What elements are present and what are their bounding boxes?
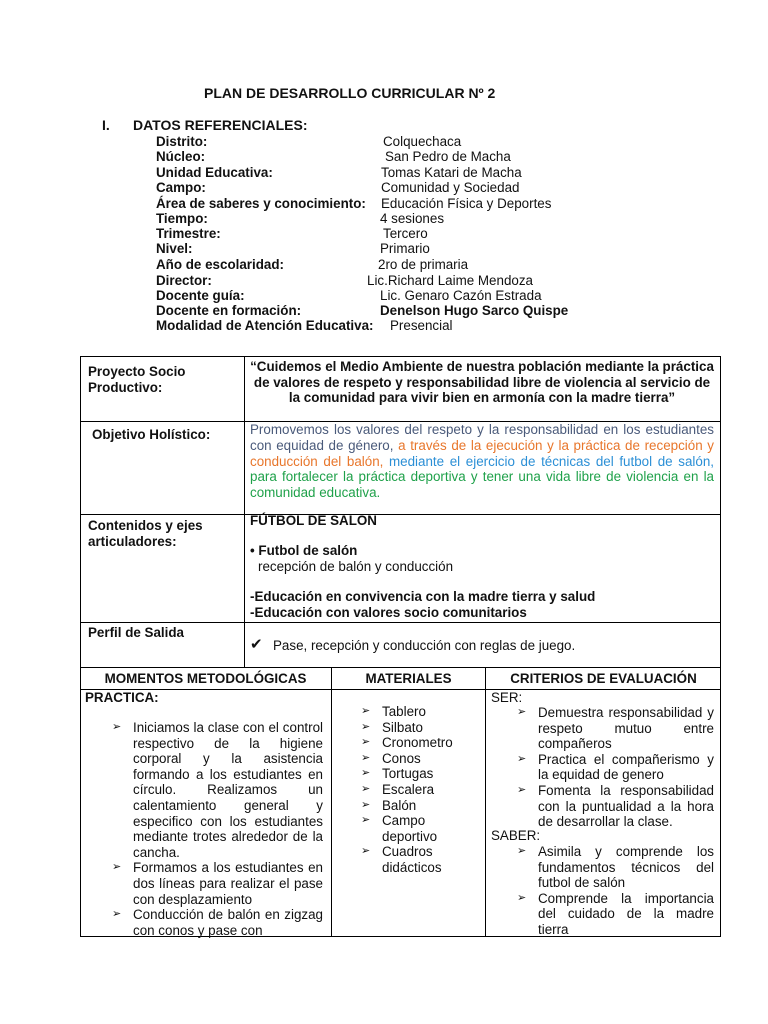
column-divider <box>331 667 332 937</box>
arrow-bullet-icon: ➢ <box>112 861 122 874</box>
practica-list <box>110 720 323 938</box>
objetivo-part-saber: mediante el ejercicio de técnicas del futbol de salón, <box>383 453 714 469</box>
list-item-text: Demuestra responsabilidad y respeto mutuo entre compañeros <box>538 705 714 752</box>
row-divider <box>80 622 721 623</box>
list-item <box>110 860 323 907</box>
ref-row-anio <box>0 257 768 273</box>
ref-label: Campo: <box>156 180 206 195</box>
header-materiales: MATERIALES <box>365 671 452 686</box>
arrow-bullet-icon: ➢ <box>361 705 371 717</box>
ref-label: Docente en formación: <box>156 303 302 318</box>
ref-row-area <box>0 196 768 212</box>
materiales-list <box>359 704 479 876</box>
arrow-bullet-icon: ➢ <box>112 908 122 921</box>
ref-row-distrito <box>0 134 768 150</box>
list-item-text: Formamos a los estudiantes en dos líneas para realizar el pase con desplazamiento <box>133 860 323 907</box>
ref-label: Tiempo: <box>156 211 208 226</box>
ref-value: San Pedro de Macha <box>385 149 511 164</box>
ref-label: Docente guía: <box>156 288 245 303</box>
column-divider <box>485 667 486 937</box>
ref-value: Lic. Genaro Cazón Estrada <box>380 288 542 303</box>
ref-value: Tercero <box>383 226 428 241</box>
contenidos-label <box>88 518 203 549</box>
ref-row-campo <box>0 180 768 196</box>
contenidos-label-line: Contenidos y ejes <box>88 518 203 533</box>
header-criterios: CRITERIOS DE EVALUACIÓN <box>510 671 697 686</box>
header-momentos: MOMENTOS METODOLÓGICAS <box>104 671 307 686</box>
list-item <box>515 705 714 752</box>
eje-articulador: -Educación con valores socio comunitarios <box>250 605 527 620</box>
ref-label: Año de escolaridad: <box>156 257 284 272</box>
list-item <box>515 891 714 938</box>
section-title: DATOS REFERENCIALES: <box>133 117 308 133</box>
check-icon: ✔ <box>250 636 263 653</box>
ref-value: Lic.Richard Laime Mendoza <box>367 273 533 288</box>
ref-row-nucleo <box>0 149 768 165</box>
document-title: PLAN DE DESARROLLO CURRICULAR Nº 2 <box>204 85 496 101</box>
row-divider <box>80 514 721 515</box>
proyecto-label-line: Proyecto Socio <box>88 364 186 379</box>
ref-row-docente-guia <box>0 288 768 304</box>
ref-value: Comunidad y Sociedad <box>381 180 520 195</box>
saber-label: SABER: <box>491 828 541 843</box>
ref-row-tiempo <box>0 211 768 227</box>
list-item-text: Cronometro <box>382 735 453 751</box>
ref-value: Tomas Katari de Macha <box>381 165 522 180</box>
contenidos-label-line: articuladores: <box>88 533 177 549</box>
list-item <box>515 783 714 830</box>
list-item <box>359 798 479 814</box>
arrow-bullet-icon: ➢ <box>361 720 371 733</box>
contenidos-subitem: recepción de balón y conducción <box>258 559 454 574</box>
ref-value: Presencial <box>390 318 453 333</box>
arrow-bullet-icon: ➢ <box>517 706 527 718</box>
ref-value: Educación Física y Deportes <box>381 196 552 211</box>
list-item-text: Tablero <box>382 704 426 719</box>
arrow-bullet-icon: ➢ <box>361 751 371 764</box>
perfil-label: Perfil de Salida <box>88 625 185 640</box>
objetivo-part-ser: Promovemos los valores del respeto y la responsabilidad en los estudiantes con equidad de género, <box>250 422 714 453</box>
row-divider <box>80 689 721 690</box>
proyecto-text: “Cuidemos el Medio Ambiente de nuestra población mediante la práctica de valores de respeto y responsabilidad libre de violencia al servicio de la comunidad para vivir bien en armonía con la madre tierra” <box>250 359 714 406</box>
objetivo-label: Objetivo Holístico: <box>92 427 211 442</box>
ref-label: Modalidad de Atención Educativa: <box>156 318 374 333</box>
arrow-bullet-icon: ➢ <box>361 798 371 811</box>
eje-articulador: -Educación en convivencia con la madre tierra y salud <box>250 589 596 604</box>
saber-list <box>515 844 714 938</box>
objetivo-text <box>250 422 714 501</box>
list-item-text: Escalera <box>382 781 435 797</box>
ref-label: Área de saberes y conocimiento: <box>156 196 366 211</box>
proyecto-label-line: Productivo: <box>88 379 163 395</box>
ref-label: Nivel: <box>156 241 193 256</box>
list-item-text: Conducción de balón en zigzag con conos y pase con <box>133 907 323 938</box>
list-item <box>515 844 714 891</box>
ref-row-modalidad <box>0 318 768 334</box>
list-item <box>359 751 479 767</box>
arrow-bullet-icon: ➢ <box>517 891 527 904</box>
arrow-bullet-icon: ➢ <box>361 767 371 780</box>
list-item-text: Campo deportivo <box>382 813 438 844</box>
arrow-bullet-icon: ➢ <box>517 845 527 857</box>
list-item-text: Iniciamos la clase con el control respectivo de la higiene corporal y la asistencia formando a los estudiantes en círculo. Realizamos un calentamiento general y especifico con los estudiantes mediante trotes alrededor de la cancha. <box>133 720 323 860</box>
ref-label: Trimestre: <box>156 226 221 241</box>
list-item-text: Tortugas <box>382 766 434 782</box>
arrow-bullet-icon: ➢ <box>112 721 122 733</box>
ref-value: 4 sesiones <box>380 211 445 226</box>
ref-label: Director: <box>156 273 212 288</box>
arrow-bullet-icon: ➢ <box>517 752 527 765</box>
ref-row-trimestre <box>0 226 768 242</box>
ref-value: 2ro de primaria <box>378 257 469 272</box>
objetivo-part-hacer: a través de la ejecución y la práctica de recepción y conducción del balón, <box>250 437 714 469</box>
ser-list <box>515 705 714 830</box>
arrow-bullet-icon: ➢ <box>361 845 371 858</box>
list-item <box>110 720 323 860</box>
ref-row-nivel <box>0 241 768 257</box>
list-item <box>110 907 323 938</box>
section-number: I. <box>102 117 110 133</box>
list-item <box>359 704 479 720</box>
objetivo-part-decidir: para fortalecer la práctica deportiva y tener una vida libre de violencia en la comunidad educativa. <box>250 469 714 501</box>
ref-row-director <box>0 273 768 289</box>
ser-label: SER: <box>491 690 523 705</box>
list-item <box>359 720 479 736</box>
ref-value: Denelson Hugo Sarco Quispe <box>380 303 569 318</box>
ref-value: Colquechaca <box>383 134 462 149</box>
arrow-bullet-icon: ➢ <box>361 814 371 827</box>
list-item-text: Fomenta la responsabilidad con la puntualidad a la hora de desarrollar la clase. <box>538 782 714 830</box>
list-item <box>359 766 479 782</box>
column-divider <box>244 356 245 667</box>
proyecto-label <box>88 364 185 395</box>
list-item <box>359 782 479 798</box>
ref-label: Distrito: <box>156 134 208 149</box>
list-item-text: Silbato <box>382 719 423 735</box>
list-item <box>359 813 452 844</box>
list-item-text: Balón <box>382 797 417 813</box>
list-item <box>515 752 714 783</box>
ref-value: Primario <box>380 241 430 256</box>
practica-label: PRACTICA: <box>85 690 159 705</box>
list-item-text: Cuadros didácticos <box>382 844 442 875</box>
arrow-bullet-icon: ➢ <box>517 783 527 796</box>
perfil-text: Pase, recepción y conducción con reglas de juego. <box>273 638 576 653</box>
contenidos-item: • Futbol de salón <box>250 543 358 558</box>
list-item-text: Practica el compañerismo y la equidad de genero <box>538 751 714 783</box>
list-item-text: Conos <box>382 750 421 766</box>
list-item <box>359 844 452 875</box>
list-item <box>359 735 479 751</box>
arrow-bullet-icon: ➢ <box>361 782 371 795</box>
ref-row-unidad-educativa <box>0 165 768 181</box>
ref-row-docente-formacion <box>0 303 768 319</box>
arrow-bullet-icon: ➢ <box>361 736 371 749</box>
list-item-text: Asimila y comprende los fundamentos técnicos del futbol de salón <box>538 844 714 891</box>
ref-label: Núcleo: <box>156 149 206 164</box>
ref-label: Unidad Educativa: <box>156 165 273 180</box>
row-divider <box>80 667 721 668</box>
list-item-text: Comprende la importancia del cuidado de la madre tierra <box>538 890 714 937</box>
contenidos-title: FÚTBOL DE SALON <box>250 513 377 528</box>
